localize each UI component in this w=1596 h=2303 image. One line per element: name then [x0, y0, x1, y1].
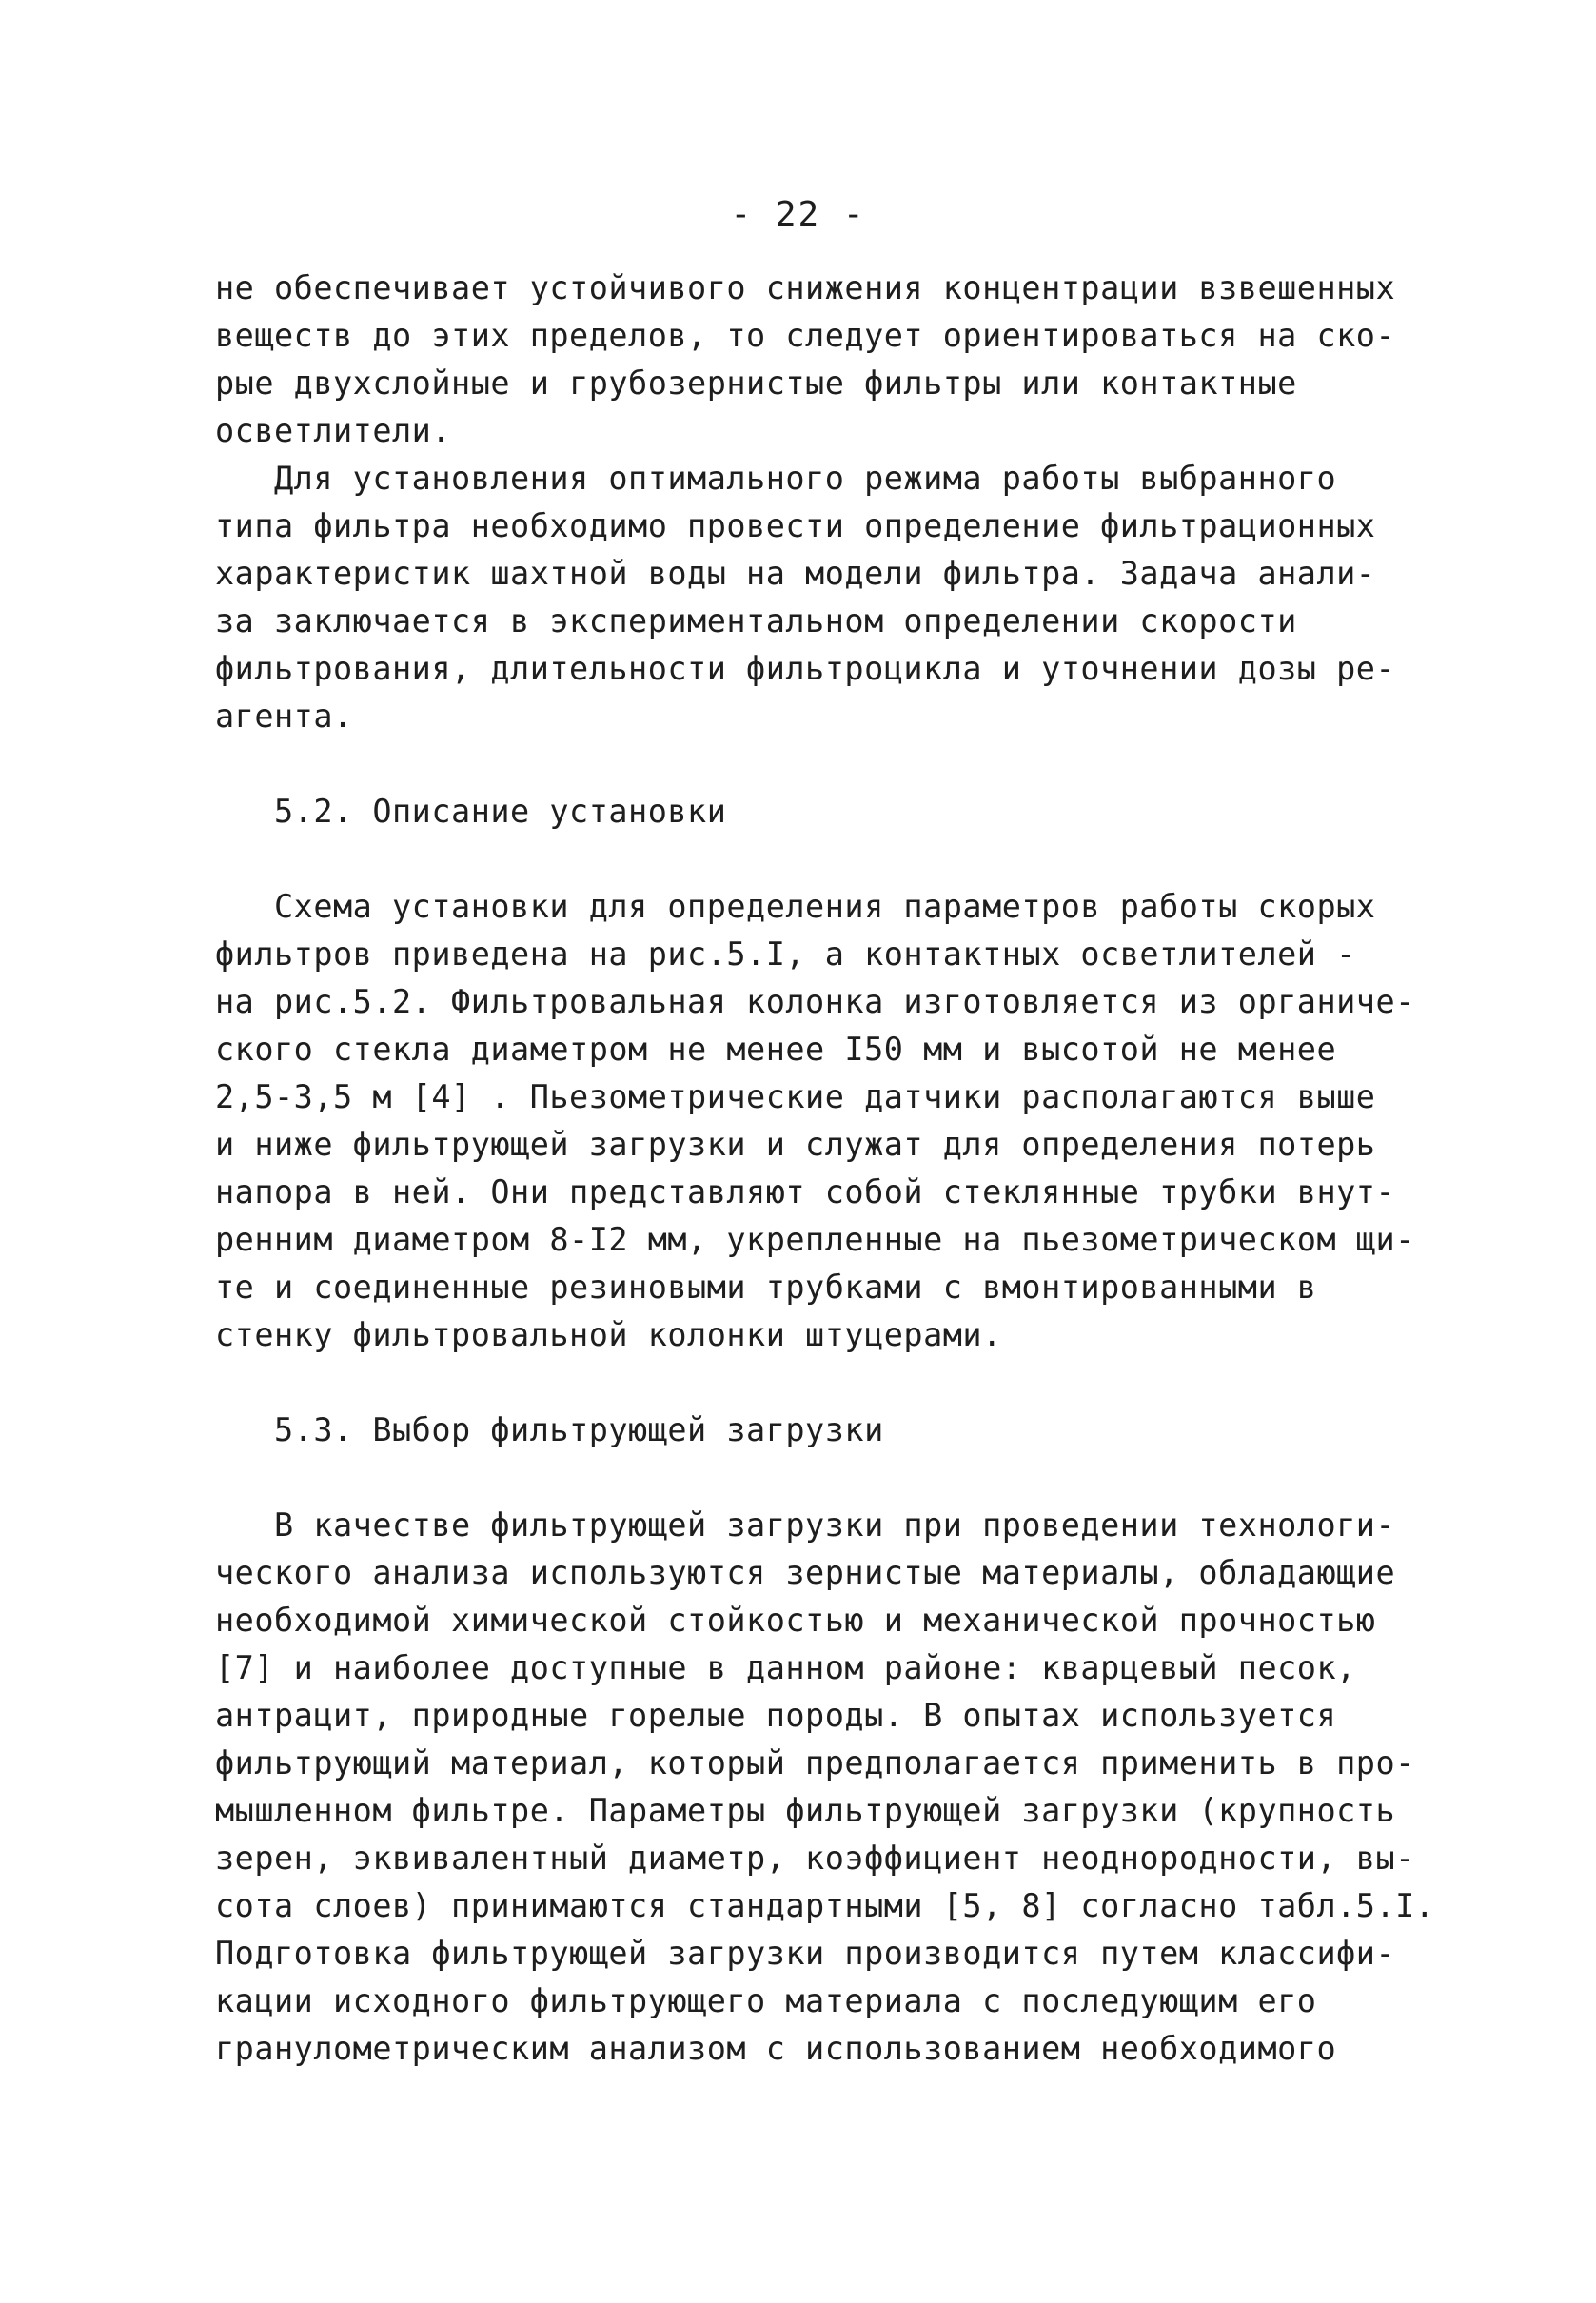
text-line: ческого анализа используются зернистые материалы, обладающие	[215, 1554, 1396, 1591]
text-line: напора в ней. Они представляют собой стеклянные трубки внут-	[215, 1173, 1396, 1211]
text-line: не обеспечивает устойчивого снижения концентрации взвешенных	[215, 269, 1396, 306]
text-line: веществ до этих пределов, то следует ориентироваться на ско-	[215, 317, 1396, 354]
text-line: типа фильтра необходимо провести определение фильтрационных	[215, 507, 1376, 544]
text-line: мышленном фильтре. Параметры фильтрующей загрузки (крупность	[215, 1792, 1396, 1829]
text-line: характеристик шахтной воды на модели фильтра. Задача анали-	[215, 555, 1376, 592]
text-line: Схема установки для определения параметров работы скорых	[215, 888, 1376, 925]
paragraph-3	[215, 883, 1452, 1359]
paragraph-1	[215, 265, 1452, 455]
text-line: гранулометрическим анализом с использованием необходимого	[215, 2030, 1337, 2067]
text-line: Для установления оптимального режима работы выбранного	[215, 460, 1337, 497]
text-line: те и соединенные резиновыми трубками с вмонтированными в	[215, 1269, 1317, 1306]
text-line: и ниже фильтрующей загрузки и служат для определения потерь	[215, 1126, 1376, 1163]
text-line: агента.	[215, 698, 353, 735]
text-line: ского стекла диаметром не менее I50 мм и высотой не менее	[215, 1031, 1337, 1068]
text-line: за заключается в экспериментальном определении скорости	[215, 602, 1297, 640]
text-line: рые двухслойные и грубозернистые фильтры или контактные	[215, 364, 1297, 402]
text-line: зерен, эквивалентный диаметр, коэффициент неоднородности, вы-	[215, 1840, 1415, 1877]
section-heading-5-3	[215, 1407, 1452, 1454]
text-line: ренним диаметром 8-I2 мм, укрепленные на пьезометрическом щи-	[215, 1221, 1415, 1258]
text-line: антрацит, природные горелые породы. В опытах используется	[215, 1697, 1337, 1734]
section-heading-5-2	[215, 788, 1452, 836]
heading-text: 5.2. Описание установки	[215, 793, 727, 830]
text-line: 2,5-3,5 м [4] . Пьезометрические датчики располагаются выше	[215, 1078, 1376, 1115]
paragraph-2	[215, 455, 1452, 740]
text-line: В качестве фильтрующей загрузки при проведении технологи-	[215, 1506, 1396, 1544]
text-line: осветлители.	[215, 412, 452, 449]
text-line: сота слоев) принимаются стандартными [5, 8] согласно табл.5.I.	[215, 1887, 1435, 1924]
text-line: фильтрующий материал, который предполагается применить в про-	[215, 1744, 1415, 1781]
text-line: Подготовка фильтрующей загрузки производится путем классифи-	[215, 1935, 1396, 1972]
text-line: фильтрования, длительности фильтроцикла и уточнении дозы ре-	[215, 650, 1396, 687]
text-line: стенку фильтровальной колонки штуцерами.	[215, 1316, 1002, 1353]
text-line: необходимой химической стойкостью и механической прочностью	[215, 1602, 1376, 1639]
heading-text: 5.3. Выбор фильтрующей загрузки	[215, 1411, 884, 1448]
paragraph-4	[215, 1502, 1452, 2073]
text-line: фильтров приведена на рис.5.I, а контактных осветлителей -	[215, 935, 1356, 973]
page-number: - 22 -	[730, 195, 866, 234]
text-line: кации исходного фильтрующего материала с последующим его	[215, 1982, 1317, 2019]
text-line: [7] и наиболее доступные в данном районе: кварцевый песок,	[215, 1649, 1356, 1686]
text-line: на рис.5.2. Фильтровальная колонка изготовляется из органиче-	[215, 983, 1415, 1020]
